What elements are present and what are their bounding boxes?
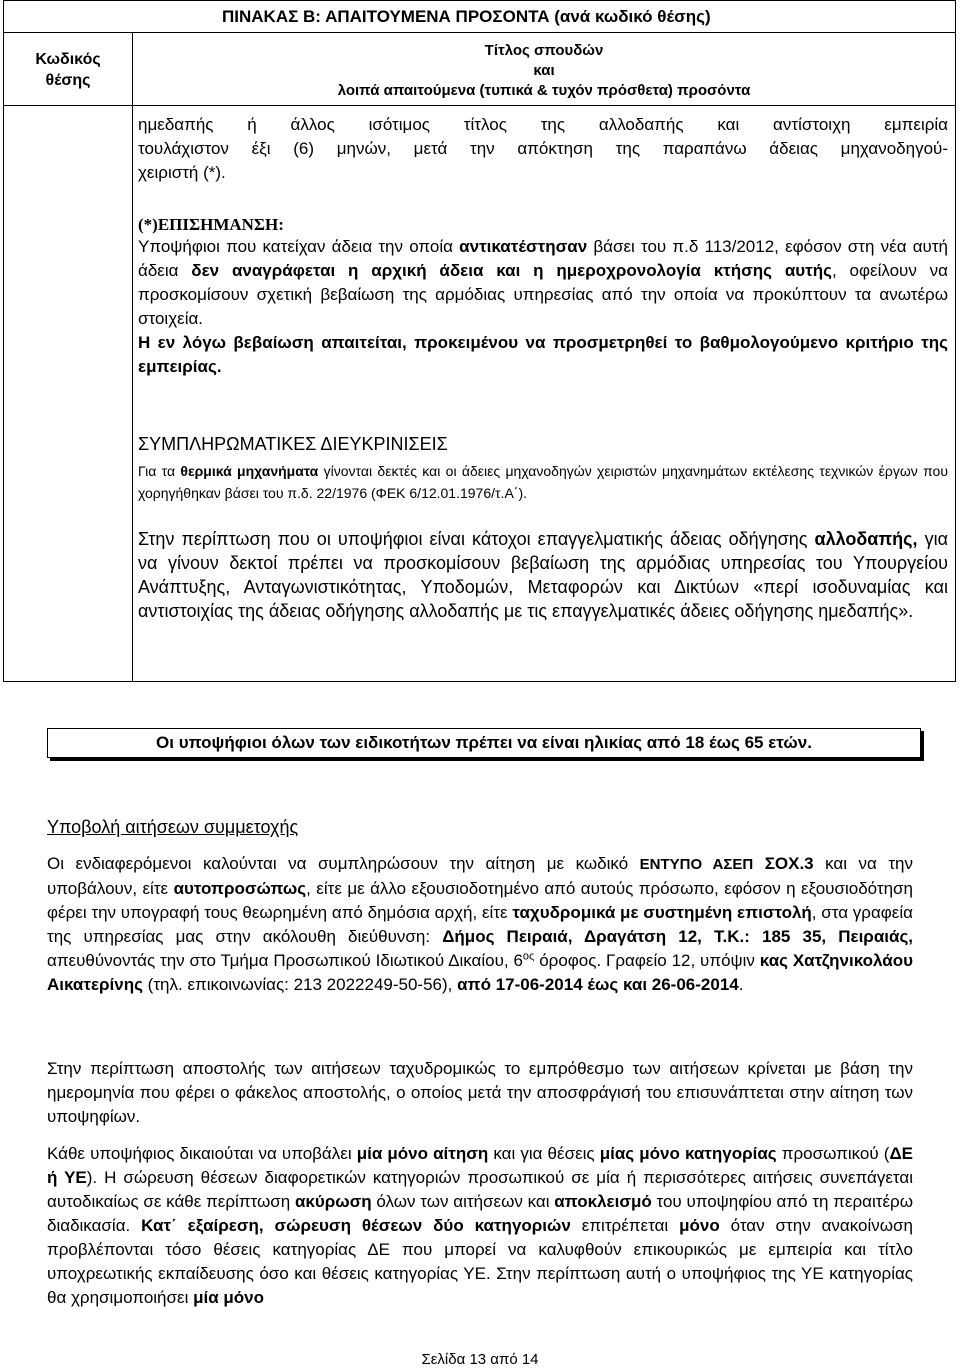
cell-line-1: ημεδαπής ή άλλος ισότιμος τίτλος της αλλοδαπής και αντίστοιχη εμπειρία [138,115,948,134]
sub-p3-bold-2: μίας μόνο κατηγορίας [599,1144,777,1163]
clar-text-1: Για τα [138,463,181,479]
submission-paragraph-3 [47,1142,913,1310]
page-number: Σελίδα 13 από 14 [421,1351,539,1368]
case-text-1: Στην περίπτωση που οι υποψήφιοι είναι κάτοχοι επαγγελματικής άδειας οδήγησης [138,529,815,549]
note-text-1: Υποψήφιοι που κατείχαν άδεια την οποία [138,237,460,256]
clar-bold-1: θερμικά μηχανήματα [180,463,319,479]
sub-p3-bold-3: ΔΕ ή ΥΕ [47,1144,913,1187]
sub-p3-bold-6: Κατ΄ εξαίρεση, σώρευση θέσεων δύο κατηγοριών [141,1216,571,1235]
column-header-qual-line2: και [533,62,555,79]
submission-paragraph-1 [47,852,913,997]
note-text-2: βάσει του π.δ 113/2012, εφόσον στη νέα αυτή άδεια [138,237,949,280]
ordinal-suffix: ος [522,950,535,963]
note-end: . [216,357,222,376]
note-bold-1: αντικατέστησαν [459,237,588,256]
case-text-2: για να γίνουν δεκτοί πρέπει να προσκομίσουν βεβαίωση της αρμόδιας υπηρεσίας του Υπουργείου Ανάπτυξης, Ανταγωνιστικότητας, Υποδομών, Μεταφορών και Δικτύων «περί ισοδυναμίας και αντιστοιχίας της άδειας οδήγησης αλλοδαπής με τις επαγγελματικές άδειες οδήγησης ημεδαπής». [138,529,949,621]
sub-p3-text-c: προσωπικού ( [776,1144,890,1163]
submission-dates: από 17-06-2014 έως και 26-06-2014 [457,975,739,994]
column-header-qualifications [133,41,955,101]
sub-p3-text-h: όταν στην ανακοίνωση προβλέπονται τόσο θέσεις κατηγορίας ΔΕ που μπορεί να καλυφθούν επικουρικώς με εμπειρία και τίτλο υποχρεωτικής εκπαίδευσης όσο και θέσεις κατηγορίας ΥΕ. Στην περίπτωση αυτή ο υποψήφιος της ΥΕ κατηγορίας θα χρησιμοποιήσει [47,1216,913,1307]
cell-line-3: χειριστή (*). [138,163,226,182]
sub-p3-text-f: του υποψηφίου από τη περαιτέρω διαδικασία. [47,1192,913,1235]
sub-p3-bold-7: μόνο [679,1216,720,1235]
case-bold-1: αλλοδαπής, [814,529,918,549]
address: Δήμος Πειραιά, Δραγάτση 12, Τ.Κ.: 185 35, Πειραιάς, [442,927,914,946]
sub-p3-bold-8: μία μόνο [193,1288,264,1307]
column-header-qual-line3: λοιπά απαιτούμενα (τυπικά & τυχόν πρόσθετα) προσόντα [337,82,751,99]
sub-p1-bold-1: αυτοπροσώπως [173,879,307,898]
note-paragraph [138,235,948,379]
sub-p1-bold-2: ταχυδρομικά με συστημένη επιστολή [512,903,812,922]
column-header-qual-line1: Τίτλος σπουδών [484,42,604,59]
form-code: ΕΝΤΥΠΟ ΑΣΕΠ [639,856,754,873]
note-bold-2: δεν αναγράφεται η αρχική άδεια και η ημερoχρονολογία κτήσης αυτής [191,261,832,280]
table-title: ΠΙΝΑΚΑΣ Β: ΑΠΑΙΤΟΥΜΕΝΑ ΠΡΟΣΟΝΤΑ (ανά κωδικό θέσης) [222,7,711,26]
submission-paragraph-2: Στην περίπτωση αποστολής των αιτήσεων ταχυδρομικώς το εμπρόθεσμο των αιτήσεων κρίνεται με βάση την ημερομηνία που φέρει ο φάκελος αποστολής, ο οποίος μετά την αποσφράγισή του επισυνάπτεται στην αίτηση των υποψηφίων. [47,1059,913,1126]
sub-p1-text-g: (τηλ. επικοινωνίας: 213 2022249-50-56), [142,975,458,994]
note-text-3: , οφείλουν να προσκομίσουν σχετική βεβαίωση της αρμόδιας υπηρεσίας από την οποία να προκύπτουν τα ανωτέρω στοιχεία. [138,261,948,328]
form-code-2: ΣΟΧ.3 [764,854,814,873]
age-notice-box: Οι υποψήφιοι όλων των ειδικοτήτων πρέπει να είναι ηλικίας από 18 έως 65 ετών. [47,728,921,758]
foreign-license-paragraph [138,527,948,623]
sub-p1-text-h: . [738,975,744,994]
sub-p1-text-f: όροφος. Γραφείο 12, υπόψιν [534,951,760,970]
sub-p1-text-b: και να την υποβάλουν, είτε [47,854,913,898]
sub-p3-text-d: ). Η σώρευση θέσεων διαφορετικών κατηγοριών προσωπικού σε μία ή περισσότερες αιτήσεις συνεπάγεται αυτοδικαίως σε κάθε περίπτωση [47,1168,913,1211]
cell-line-2: τουλάχιστον έξι (6) μηνών, μετά την απόκτηση της παραπάνω άδειας μηχανοδηγού- [138,139,948,158]
column-divider [132,32,133,681]
contact-person: κας Χατζηνικολάου Αικατερίνης [47,951,914,994]
note-title: (*)ΕΠΙΣΗΜΑΝΣΗ: [138,215,284,234]
column-header-code-line1: Κωδικός [35,51,101,68]
note-bold-3: Η εν λόγω βεβαίωση απαιτείται, προκειμένου να προσμετρηθεί το βαθμολογούμενο κριτήριο της εμπειρίας [138,333,948,376]
sub-p1-text-a: Οι ενδιαφερόμενοι καλούνται να συμπληρώσουν την αίτηση με κωδικό [47,854,640,873]
sub-p3-text-g: επιτρέπεται [570,1216,680,1235]
sub-p1-text-c: , είτε με άλλο εξουσιοδοτημένο από αυτούς πρόσωπο, εφόσον η εξουσιοδότηση φέρει την υπογραφή τους θεωρημένη από δημόσια αρχή, είτε [47,879,913,922]
sub-p3-bold-1: μία μόνο αίτηση [356,1144,489,1163]
sub-p3-text-a: Κάθε υποψήφιος δικαιούται να υποβάλει [47,1144,357,1163]
column-header-code [4,49,132,91]
column-header-code-line2: θέσης [45,72,91,89]
clar-text-2: γίνονται δεκτές και οι άδειες μηχανοδηγών χειριστών μηχανημάτων εκτέλεσης τεχνικών έργων που χορηγήθηκαν βάσει του π.δ. 22/1976 (ΦΕΚ 6/12.01.1976/τ.Α΄). [138,463,948,501]
sub-p3-bold-4: ακύρωση [294,1192,372,1211]
header-divider [4,32,955,33]
clarifications-title: ΣΥΜΠΛΗΡΩΜΑΤΙΚΕΣ ΔΙΕΥΚΡΙΝΙΣΕΙΣ [138,434,448,454]
clarifications-paragraph [138,460,948,504]
sub-p1-text-d: , στα γραφεία της υπηρεσίας μας στην ακόλουθη διεύθυνση: [47,903,913,946]
sub-p1-text-e: απευθύνοντάς την στο Τμήμα Προσωπικού Ιδιωτικού Δικαίου, 6 [47,951,523,970]
submission-title: Υποβολή αιτήσεων συμμετοχής [47,817,299,837]
sub-p3-bold-5: αποκλεισμό [554,1192,652,1211]
sub-p3-text-b: και για θέσεις [488,1144,600,1163]
sub-p3-text-e: όλων των αιτήσεων και [371,1192,555,1211]
header-bottom-divider [4,105,955,106]
